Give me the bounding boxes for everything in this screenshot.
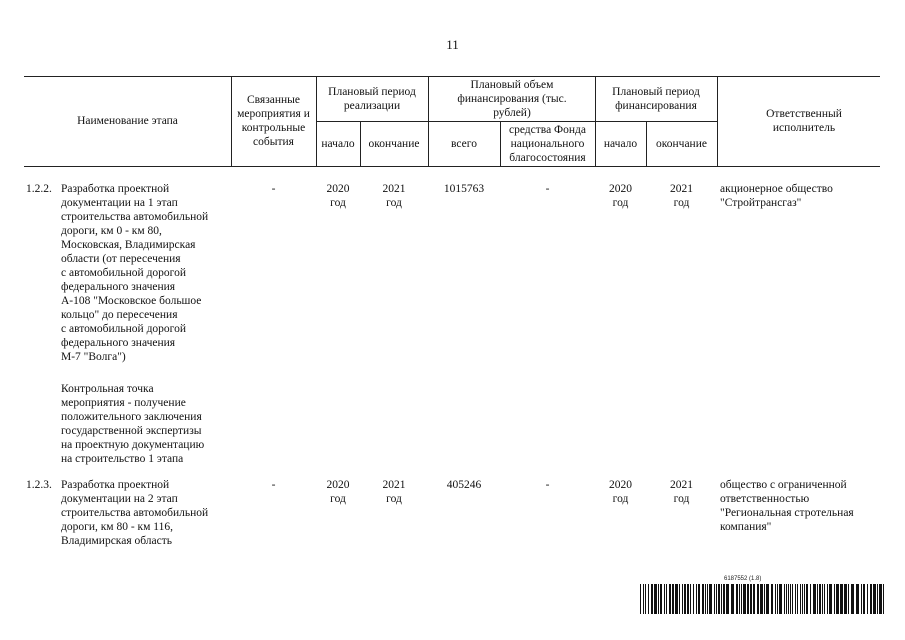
total-amount: 405246 [446, 479, 482, 491]
stage-name: Разработка проектной документации на 2 этап строительства автомобильной дороги, км 80 - км 116, Владимирская область [61, 479, 209, 547]
related-events: - [271, 479, 276, 491]
header-planned-period-label: Плановый период реализации [328, 86, 416, 112]
header-end [360, 121, 428, 166]
header-start [316, 121, 360, 166]
header-divider [717, 76, 718, 166]
related-events: - [271, 183, 276, 195]
control-point: Контрольная точка мероприятия - получение положительного заключения государственной экспертизы на проектную документацию на строительство 1 этапа [61, 383, 205, 465]
header-planned-period [318, 80, 426, 118]
end-year: 2021 год [382, 183, 406, 209]
header-total [428, 121, 500, 166]
header-planned-funding [444, 76, 580, 121]
header-fund-end-label: окончание [656, 137, 707, 150]
header-fund-start-label: начало [603, 137, 638, 150]
end-year: 2021 год [382, 479, 406, 505]
header-responsible-label: Ответственный исполнитель [766, 108, 842, 134]
fund-start-year: 2020 год [609, 183, 632, 209]
responsible-executor: акционерное общество "Стройтрансгаз" [720, 183, 833, 209]
stage-name: Разработка проектной документации на 1 этап строительства автомобильной дороги, км 0 - км 80, Московская, Владимирская области (от пересечения с автомобильной дорогой федерального значения А-108 "Московское большое кольцо" до пересечения с автомобильной дорогой федерального значения М-7 "Волга") [61, 183, 209, 363]
header-related-events [231, 90, 316, 152]
header-nwf-label: средства Фонда национального благосостояния [509, 123, 586, 164]
header-nwf [500, 121, 595, 166]
header-fund-end [646, 121, 717, 166]
header-fund-start [595, 121, 646, 166]
start-year: 2020 год [326, 479, 350, 505]
row-number: 1.2.3. [26, 479, 52, 491]
start-year: 2020 год [326, 183, 350, 209]
header-start-label: начало [321, 137, 355, 150]
header-funding-period-label: Плановый период финансирования [612, 86, 700, 112]
row-number: 1.2.2. [26, 183, 52, 195]
header-end-label: окончание [368, 137, 420, 150]
page-number: 11 [446, 37, 459, 52]
header-responsible [740, 76, 868, 166]
header-stage-name [24, 76, 231, 166]
barcode-image [640, 584, 884, 614]
header-planned-funding-label: Плановый объем финансирования (тыс. рублей) [457, 78, 567, 119]
fund-start-year: 2020 год [609, 479, 632, 505]
barcode-number: 6187552 (1.8) [724, 576, 762, 582]
fund-end-year: 2021 год [670, 479, 693, 505]
header-total-label: всего [451, 137, 477, 150]
header-bottom-rule [24, 166, 880, 167]
total-amount: 1015763 [443, 183, 485, 195]
header-funding-period [600, 80, 712, 118]
nwf-amount: - [545, 183, 550, 195]
header-related-events-label: Связанные мероприятия и контрольные события [237, 94, 310, 148]
header-stage-name-label: Наименование этапа [77, 115, 178, 127]
responsible-executor: общество с ограниченной ответственностью "Региональная стротельная компания" [720, 479, 854, 533]
fund-end-year: 2021 год [670, 183, 693, 209]
nwf-amount: - [545, 479, 550, 491]
